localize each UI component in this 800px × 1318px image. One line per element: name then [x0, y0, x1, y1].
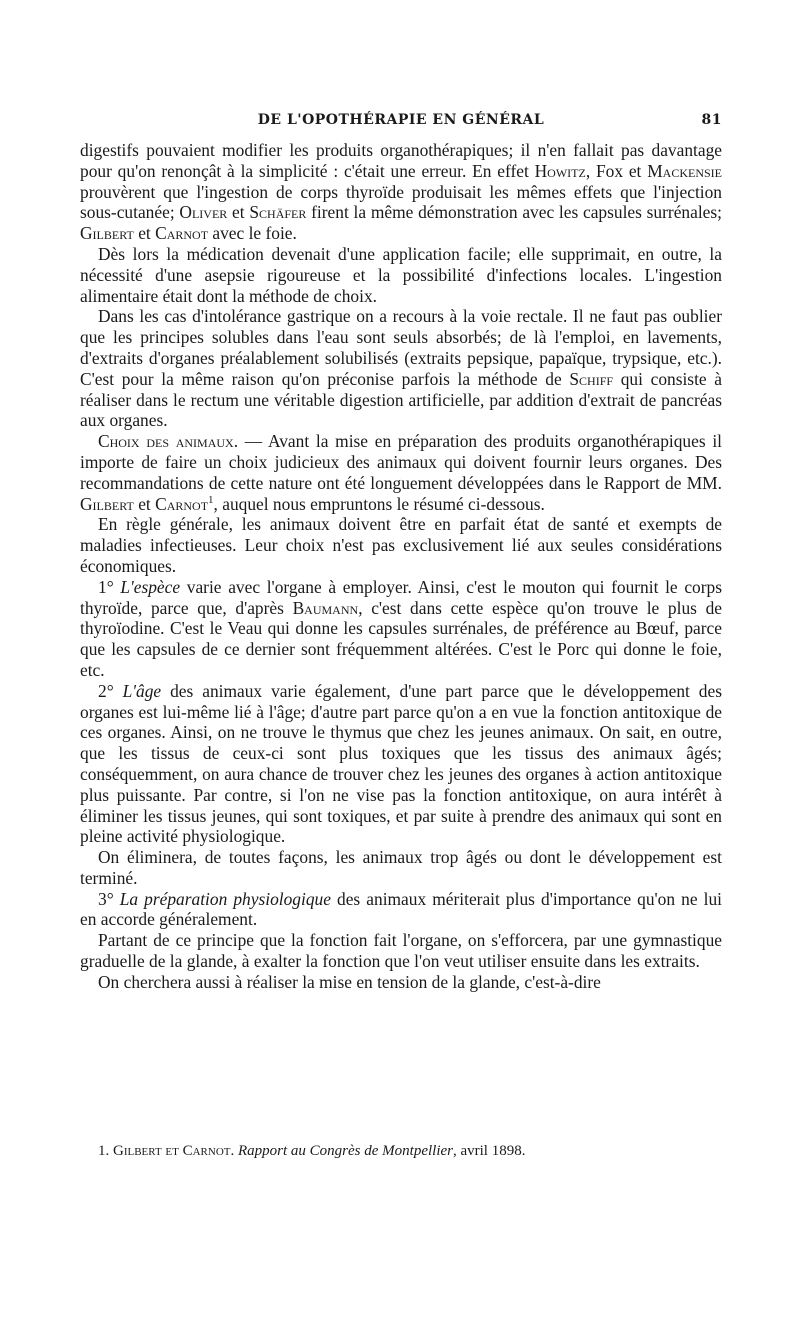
paragraph-11: On cherchera aussi à réaliser la mise en tension de la glande, c'est-à-dire — [98, 971, 601, 992]
author-name: Mackensie — [647, 160, 722, 181]
paragraph-5: En règle générale, les animaux doivent être en parfait état de santé et exempts de maladies infectieuses. Leur choix n'est pas exclusivement lié aux seules considérations économiques. — [80, 514, 722, 576]
emphasis: L'espèce — [120, 576, 181, 597]
author-name: Gilbert — [80, 493, 134, 514]
paragraph-1: digestifs pouvaient modifier les produits organothérapiques; il n'en fallait pas davantage pour qu'on renonçât à la simplicité : c'était une erreur. En effet Howitz, Fox et Mackensie prouvèrent que l'ingestion de corps thyroïde produisait les mêmes effets que l'injection sous-cutanée; Oliver et Schäfer firent la même démonstration avec les capsules surrénales; Gilbert et Carnot avec le foie. — [80, 140, 722, 244]
author-name: Schäfer — [249, 202, 307, 223]
author-name: Gilbert — [80, 223, 134, 244]
paragraph-choix-des-animaux: Choix des animaux. — Avant la mise en préparation des produits organothérapiques il importe de faire un choix judicieux des animaux qui doivent fournir leurs organes. Des recommandations de cette nature ont été longuement développées dans le Rapport de MM. Gilbert et Carnot$^1$, auquel nous empruntons le résumé ci-dessous. — [80, 431, 722, 514]
paragraph-2: Dès lors la médication devenait d'une application facile; elle supprimait, en outre, la nécessité d'une asepsie rigoureuse et la possibilité d'infections locales. L'ingestion alimentaire était dont la méthode de choix. — [80, 243, 722, 306]
paragraph-espece: 1° L'espèce varie avec l'organe à employer. Ainsi, c'est le mouton qui fournit le corps thyroïde, parce que, d'après Baumann, c'est dans cette espèce qu'on trouve le plus de thyroïodine. C'est le Veau qui donne les capsules surrénales, de préférence au Bœuf, parce que les capsules de ce dernier sont fréquemment altérées. C'est le Porc qui donne le foie, etc. — [80, 576, 722, 680]
paragraph-10: Partant de ce principe que la fonction fait l'organe, on s'efforcera, par une gymnastique graduelle de la glande, à exalter la fonction que l'on veut utiliser ensuite dans les extraits. — [80, 930, 722, 972]
author-name: Baumann — [292, 597, 359, 618]
paragraph-age: 2° L'âge des animaux varie également, d'une part parce que le développement des organes est lui-même lié à l'âge; d'autre part parce qu'on a en vue la fonction antitoxique de ces organes. Ainsi, on ne trouve le thymus que chez les jeunes animaux. On sait, en outre, que les tissus de ceux-ci sont plus toxiques que les tissus des animaux âgés; conséquemment, on aura chance de trouver chez les jeunes des organes à action antitoxique plus puissante. Par contre, si l'on ne vise pas la fonction antitoxique, on aura intérêt à éliminer les tissus jeunes, qui sont toxiques, et par suite à prendre des animaux qui sont en pleine activité physiologique. — [80, 680, 722, 847]
running-header — [80, 112, 722, 134]
paragraph-3: Dans les cas d'intolérance gastrique on a recours à la voie rectale. Il ne faut pas oublier que les principes solubles dans l'eau sont seuls absorbés; de là l'emploi, en lavements, d'extraits d'organes préalablement solubilisés (extraits pepsique, papaïque, trypsique, etc.). C'est pour la même raison qu'on préconise parfois la méthode de Schiff qui consiste à réaliser dans le rectum une véritable digestion artificielle, par addition d'extrait de pancréas aux organes. — [80, 306, 722, 431]
author-name: Schiff — [569, 368, 614, 389]
section-heading: Choix des animaux. — [98, 431, 239, 452]
author-name: Howitz — [534, 160, 586, 181]
paragraph-8: On éliminera, de toutes façons, les animaux trop âgés ou dont le développement est terminé. — [80, 847, 722, 888]
footnote-authors: Gilbert et Carnot. — [113, 1143, 235, 1159]
page-number: 81 — [701, 112, 722, 128]
paragraph-preparation: 3° La préparation physiologique des animaux mériterait plus d'importance qu'on ne lui en accorde généralement. — [80, 888, 722, 930]
running-title: DE L'OPOTHÉRAPIE EN GÉNÉRAL — [257, 112, 545, 128]
author-name: Carnot — [155, 223, 209, 244]
body-text — [80, 140, 722, 993]
footnote-reference: 1 — [208, 493, 214, 506]
footnote-title: Rapport au Congrès de Montpellier — [238, 1143, 453, 1159]
author-name: Carnot — [155, 493, 209, 514]
footnote: 1. Gilbert et Carnot. Rapport au Congrès de Montpellier, avril 1898. — [98, 1143, 526, 1159]
author-name: Oliver — [179, 202, 228, 223]
emphasis: La préparation physiologique — [119, 888, 331, 909]
emphasis: L'âge — [122, 680, 162, 701]
